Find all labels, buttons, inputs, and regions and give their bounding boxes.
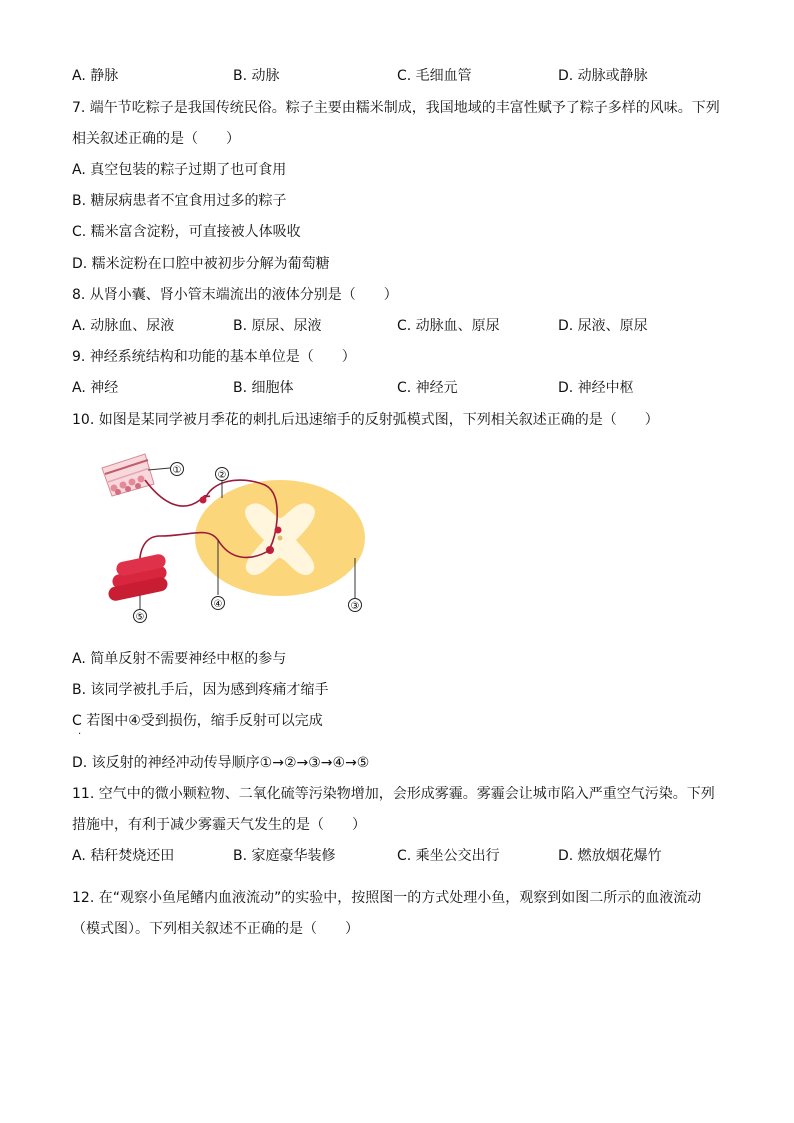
q6-option-a: A. 静脉	[72, 68, 119, 84]
q11-stem-line1: 11. 空气中的微小颗粒物、二氧化硫等污染物增加，会形成雾霾。雾霾会让城市陷入严重空气污染。下列	[72, 786, 715, 802]
label-4: ④	[213, 599, 223, 610]
q7-stem-line1: 7. 端午节吃粽子是我国传统民俗。粽子主要由糯米制成，我国地域的丰富性赋予了粽子多样的风味。下列	[72, 100, 720, 116]
q8-option-d: D. 尿液、原尿	[558, 318, 648, 334]
q11-option-c: C. 乘坐公交出行	[397, 848, 500, 864]
label-5: ⑤	[135, 612, 145, 623]
q10-option-c: C 若图中④受到损伤，缩手反射可以完成	[72, 713, 323, 729]
q9-option-b: B. 细胞体	[233, 380, 294, 396]
q7-stem-line2: 相关叙述正确的是（ ）	[72, 131, 240, 147]
q11-option-b: B. 家庭豪华装修	[233, 848, 336, 864]
q12-stem-line2: （模式图）。下列相关叙述不正确的是（ ）	[72, 921, 359, 937]
q7-option-c: C. 糯米富含淀粉，可直接被人体吸收	[72, 224, 301, 240]
q7-option-a: A. 真空包装的粽子过期了也可食用	[72, 162, 287, 178]
q12-stem-line1: 12. 在“观察小鱼尾鳍内血液流动”的实验中，按照图一的方式处理小鱼，观察到如图二所示的血液流动	[72, 890, 702, 906]
q10-option-b: B. 该同学被扎手后，因为感到疼痛才缩手	[72, 682, 329, 698]
spinal-cord-illustration	[195, 480, 365, 596]
q8-option-a: A. 动脉血、尿液	[72, 318, 175, 334]
q10-stem: 10. 如图是某同学被月季花的刺扎后迅速缩手的反射弧模式图，下列相关叙述正确的是（ ）	[72, 412, 659, 428]
reflex-arc-figure	[90, 440, 390, 640]
q7-option-d: D. 糯米淀粉在口腔中被初步分解为葡萄糖	[72, 256, 330, 272]
q9-stem: 9. 神经系统结构和功能的基本单位是（ ）	[72, 349, 356, 365]
q6-option-c: C. 毛细血管	[397, 68, 472, 84]
q11-option-a: A. 秸秆焚烧还田	[72, 848, 175, 864]
stray-dot-mark: .	[78, 726, 82, 737]
q9-option-d: D. 神经中枢	[558, 380, 634, 396]
q10-option-a: A. 简单反射不需要神经中枢的参与	[72, 651, 287, 667]
label-3: ③	[350, 601, 360, 612]
q8-option-b: B. 原尿、尿液	[233, 318, 322, 334]
q11-option-d: D. 燃放烟花爆竹	[558, 848, 662, 864]
q11-stem-line2: 措施中，有利于减少雾霾天气发生的是（ ）	[72, 817, 366, 833]
q6-option-d: D. 动脉或静脉	[558, 68, 648, 84]
q9-option-a: A. 神经	[72, 380, 119, 396]
muscle-effector-illustration	[107, 553, 169, 602]
label-2: ②	[217, 470, 227, 481]
q7-option-b: B. 糖尿病患者不宜食用过多的粽子	[72, 193, 287, 209]
q9-option-c: C. 神经元	[397, 380, 458, 396]
label-1: ①	[172, 465, 182, 476]
q8-stem: 8. 从肾小囊、肾小管末端流出的液体分别是（ ）	[72, 287, 398, 303]
q10-option-d: D. 该反射的神经冲动传导顺序①→②→③→④→⑤	[72, 755, 370, 771]
q8-option-c: C. 动脉血、原尿	[397, 318, 500, 334]
q6-option-b: B. 动脉	[233, 68, 280, 84]
skin-receptor-illustration	[102, 454, 154, 496]
